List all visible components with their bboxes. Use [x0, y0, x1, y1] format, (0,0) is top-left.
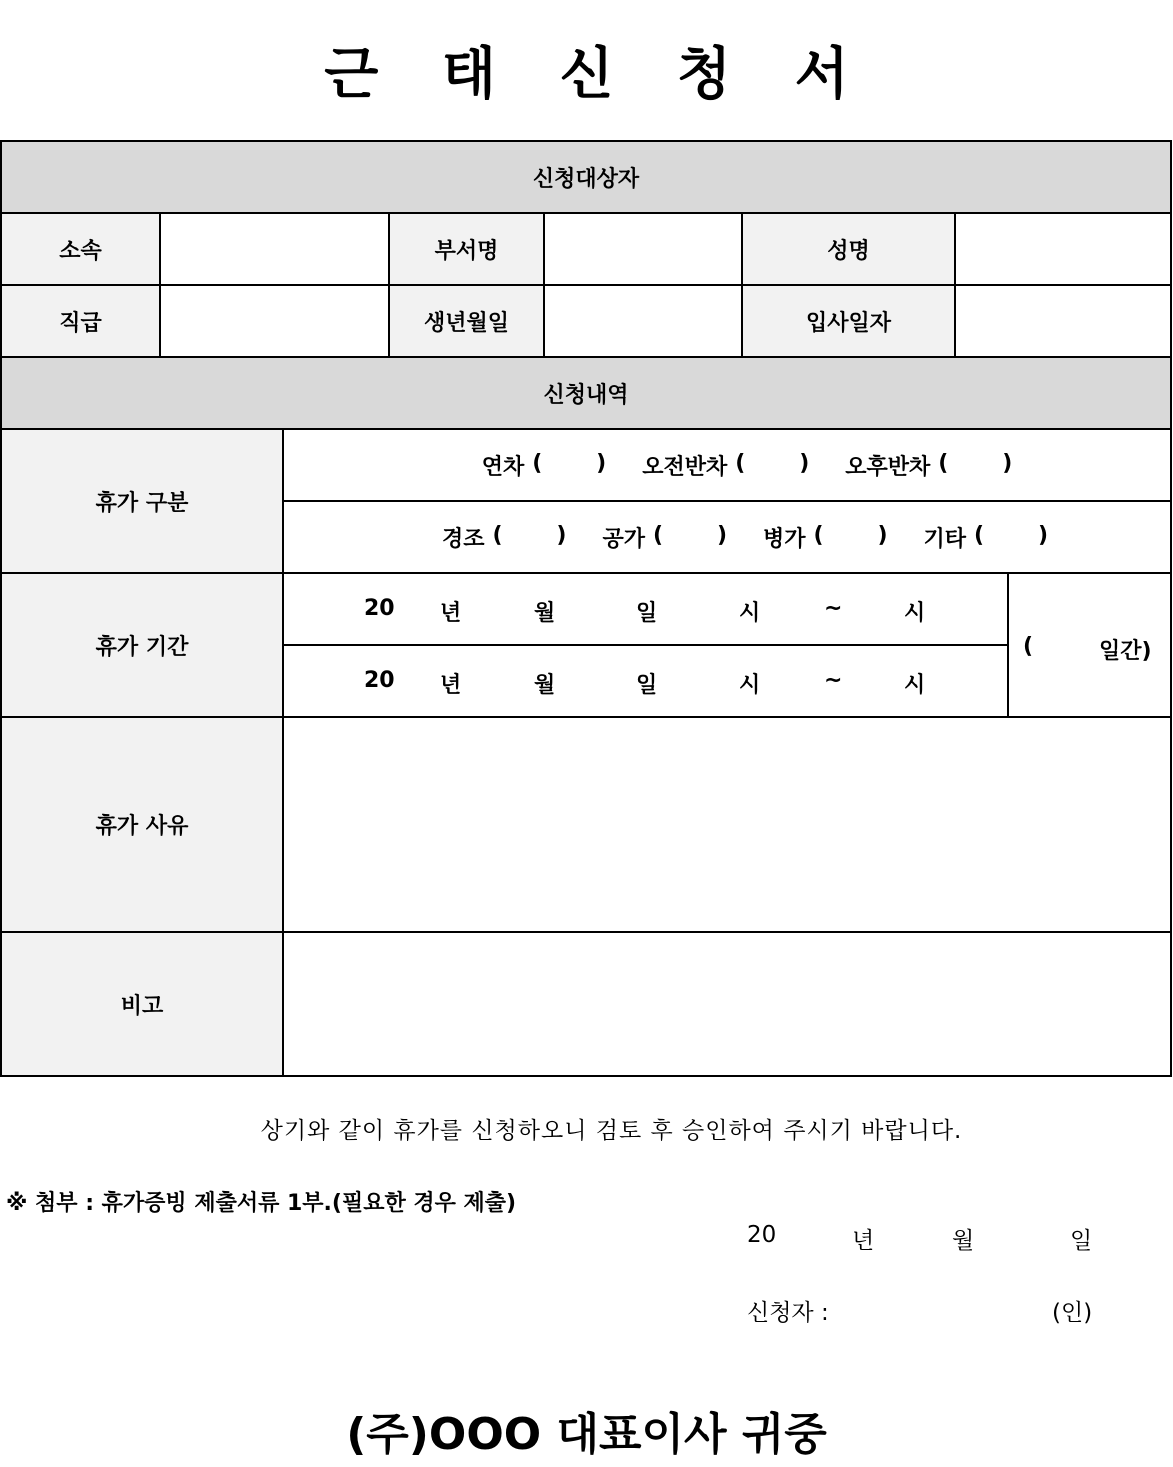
label-department: 부서명	[388, 212, 545, 286]
label-position: 직급	[0, 284, 161, 358]
applicant-label: 신청자 :	[747, 1300, 829, 1326]
label-leave-reason: 휴가 사유	[0, 716, 284, 933]
request-statement: 상기와 같이 휴가를 신청하오니 검토 후 승인하여 주시기 바랍니다.	[260, 1118, 963, 1144]
leave-reason-field[interactable]	[282, 716, 1172, 933]
period-days-total[interactable]: ( 일간)	[1007, 572, 1172, 718]
label-affiliation: 소속	[0, 212, 161, 286]
remarks-field[interactable]	[282, 931, 1172, 1077]
signature-year: 년	[852, 1228, 875, 1254]
signature-year-prefix: 20	[747, 1222, 777, 1248]
position-field[interactable]	[159, 284, 390, 358]
label-leave-type: 휴가 구분	[0, 428, 284, 574]
option-annual-leave[interactable]: 연차	[481, 454, 525, 480]
option-morning-half[interactable]: 오전반차	[642, 454, 728, 480]
birthdate-field[interactable]	[543, 284, 743, 358]
option-other[interactable]: 기타	[923, 526, 967, 552]
signature-day: 일	[1070, 1228, 1093, 1254]
affiliation-field[interactable]	[159, 212, 390, 286]
period-row-start[interactable]: 20 년 월 일 시 ~ 시	[282, 572, 1009, 646]
label-birthdate: 생년월일	[388, 284, 545, 358]
page-title: 근 태 신 청 서	[324, 42, 871, 107]
section-header-details: 신청내역	[0, 356, 1172, 430]
department-field[interactable]	[543, 212, 743, 286]
option-family-event[interactable]: 경조	[441, 526, 485, 552]
period-row-end[interactable]: 20 년 월 일 시 ~ 시	[282, 644, 1009, 718]
recipient-footer: (주)OOO 대표이사 귀중	[346, 1409, 827, 1460]
signature-month: 월	[952, 1228, 975, 1254]
leave-type-row-1	[282, 428, 1172, 502]
name-field[interactable]	[954, 212, 1172, 286]
label-hire-date: 입사일자	[741, 284, 956, 358]
section-header-target: 신청대상자	[0, 140, 1172, 214]
option-sick-leave[interactable]: 병가	[763, 526, 806, 552]
attachment-note: ※ 첨부 : 휴가증빙 제출서류 1부.(필요한 경우 제출)	[6, 1191, 517, 1216]
option-official-leave[interactable]: 공가	[602, 526, 645, 552]
label-leave-period: 휴가 기간	[0, 572, 284, 718]
seal-mark: (인)	[1052, 1300, 1093, 1326]
option-afternoon-half[interactable]: 오후반차	[845, 454, 931, 480]
label-name: 성명	[741, 212, 956, 286]
hire-date-field[interactable]	[954, 284, 1172, 358]
label-remarks: 비고	[0, 931, 284, 1077]
leave-type-row-2	[282, 500, 1172, 574]
